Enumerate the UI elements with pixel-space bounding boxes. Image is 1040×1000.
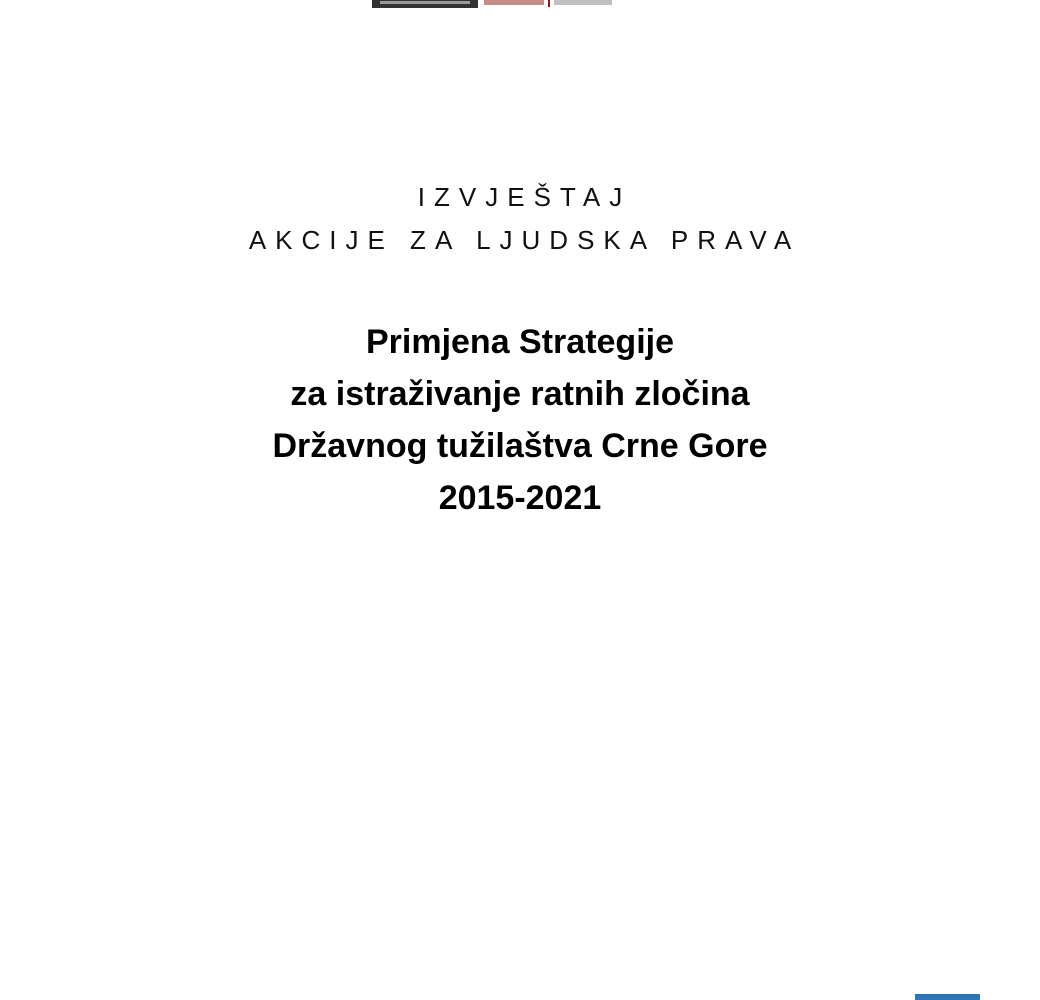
report-label: IZVJEŠTAJ xyxy=(417,182,632,212)
title-line-4: 2015-2021 xyxy=(438,479,602,517)
logo-text-action xyxy=(484,0,544,5)
logo xyxy=(372,0,617,8)
title-line-2: za istraživanje ratnih zločina xyxy=(290,375,750,413)
logo-graphic xyxy=(372,0,617,8)
logo-text-left xyxy=(380,1,470,4)
document-title xyxy=(0,316,1040,524)
logo-text-prava xyxy=(554,0,612,5)
corner-accent-bar xyxy=(915,994,980,1000)
logo-divider xyxy=(548,0,550,7)
organization-name: AKCIJE ZA LJUDSKA PRAVA xyxy=(248,225,801,255)
title-line-3: Državnog tužilaštva Crne Gore xyxy=(272,427,768,465)
title-line-1: Primjena Strategije xyxy=(365,323,674,361)
